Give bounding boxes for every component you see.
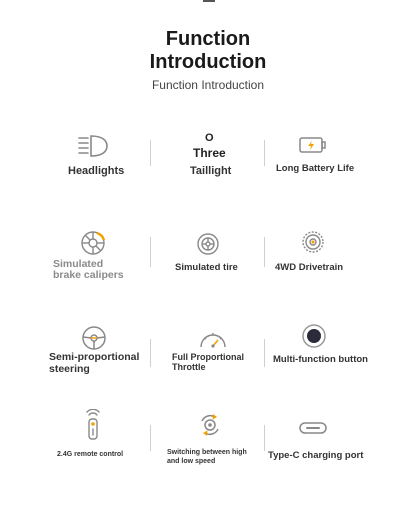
- brake-caliper-icon: [79, 230, 107, 256]
- feature-label-4wd-drivetrain: 4WD Drivetrain: [275, 262, 344, 273]
- page-title-line2: Introduction: [149, 51, 267, 73]
- page-title-line1: Function: [165, 28, 251, 50]
- headlight-icon: [76, 132, 110, 160]
- page-subtitle: Function Introduction: [151, 78, 265, 92]
- divider: [150, 425, 151, 451]
- speedometer-icon: [198, 328, 228, 350]
- feature-label-long-battery-life: Long Battery Life: [276, 163, 355, 174]
- feature-label-simulated-tire: Simulated tire: [175, 262, 238, 273]
- feature-label-throttle-line1: Full Proportional: [172, 352, 244, 362]
- feature-label-brake-calipers-line1: Simulated: [53, 258, 104, 270]
- button-icon: [301, 323, 327, 349]
- divider: [264, 237, 265, 267]
- tire-icon: [196, 232, 220, 256]
- battery-icon: [298, 135, 328, 155]
- feature-label-taillight: Taillight: [190, 165, 232, 177]
- feature-label-steering-line2: steering: [49, 363, 90, 375]
- divider: [150, 140, 151, 166]
- feature-label-type-c-charging-port: Type-C charging port: [268, 450, 364, 461]
- feature-label-brake-calipers-line2: brake calipers: [53, 269, 124, 281]
- feature-label-headlights: Headlights: [68, 165, 125, 177]
- divider: [264, 339, 265, 367]
- remote-control-icon: [84, 409, 102, 441]
- feature-label-remote-control: 2.4G remote control: [57, 451, 124, 458]
- speed-switch-icon: [197, 412, 223, 438]
- taillight-top-text-1: O: [205, 132, 214, 144]
- divider: [150, 339, 151, 367]
- top-dash: [203, 0, 215, 2]
- divider: [150, 237, 151, 267]
- divider: [264, 425, 265, 451]
- feature-label-steering-line1: Semi-proportional: [49, 351, 140, 363]
- steering-wheel-icon: [81, 325, 107, 351]
- feature-label-speed-switch-line1: Switching between high: [167, 449, 247, 456]
- divider: [264, 140, 265, 166]
- taillight-top-text-2: Three: [193, 146, 226, 160]
- drivetrain-icon: [301, 230, 325, 254]
- usb-c-icon: [298, 421, 328, 435]
- feature-label-speed-switch-line2: and low speed: [167, 458, 216, 465]
- feature-label-throttle-line2: Throttle: [172, 362, 206, 372]
- feature-label-multi-function-button: Multi-function button: [273, 354, 368, 365]
